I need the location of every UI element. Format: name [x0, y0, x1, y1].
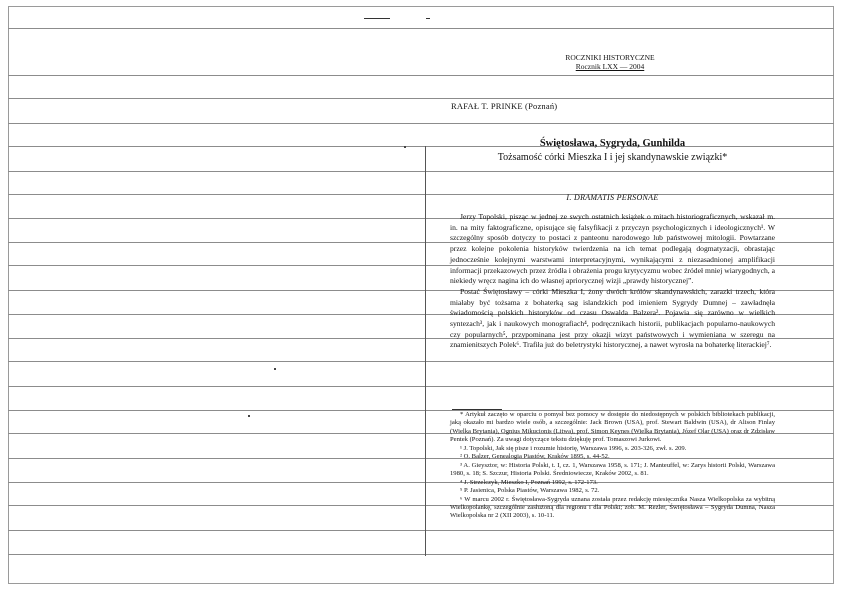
scan-line [8, 98, 834, 99]
footnote: ² O. Balzer, Genealogia Piastów, Kraków 1895, s. 44-52. [460, 453, 610, 461]
footnote: ⁴ J. Strzelczyk, Mieszko I, Poznań 1992, s. 172-173. [460, 478, 598, 486]
article-title: Świętosława, Sygryda, Gunhilda [539, 138, 686, 149]
scan-speck [274, 368, 276, 370]
scan-line [8, 28, 834, 29]
footnote-separator [452, 409, 502, 410]
crop-mark [426, 18, 430, 19]
article-subtitle: Tożsamość córki Mieszka I i jej skandynawskie związki* [497, 152, 728, 163]
footnote: ¹ J. Topolski, Jak się pisze i rozumie historię, Warszawa 1996, s. 203-326, zwł. s. 209. [460, 444, 687, 452]
footnote: ⁵ P. Jasienica, Polska Piastów, Warszawa 1982, s. 72. [460, 487, 600, 495]
body-paragraph: Jerzy Topolski, pisząc w jednej ze swych ostatnich książek o mitach historiograficznych, wskazał m. in. na mity faktograficzne, opisujące się falsyfikacji z przyczyn psychologicznych i ideologicznych¹. W szczególny sposób dotyczy to postaci z panteonu narodowego lub państwowej mitologii. Powtarzane przez kolejne pokolenia historyków twierdzenia na ich temat podlegają dogmatyzacji, obrastając jednocześnie kolejnymi warstwami interpretacyjnymi, wynikającymi z niezasadnionej amplifikacji informacji przekazowych przez źródła i obrażenia progu krytycyzmu wobec źródeł mniej wiarygodnych, a niekiedy wręcz nagina ich do własnej apriorycznej wizji „prawdy historycznej”. [450, 212, 775, 286]
scan-line [8, 171, 834, 172]
journal-volume: Rocznik LXX — 2004 [575, 62, 645, 71]
footnotes [450, 411, 775, 521]
footnote: ⁶ W marcu 2002 r. Świętosława-Sygryda uznana została przez redakcję miesięcznika Nasza Wielkopolska za wybitną Wielkopolankę, szczególnie zasłużoną dla regionu i dla Polski; zob. M. Rezler, Świętosława – Sygryda Dumna, Nasza Wielkopolska nr 2 (XII 2003), s. 10-11. [450, 495, 775, 520]
scan-line [8, 554, 834, 555]
scan-speck [248, 415, 250, 417]
body-paragraph: Postać Świętosławy – córki Mieszka I, żony dwóch królów skandynawskich, zarazki trzech, która miałaby być tożsama z bohaterką sag islandzkich pod imieniem Sygrydy Dumnej – zawładnęła świadomością polskich historyków od czasu Oswalda Balzera². Pojawia się zarówno w wielkich syntezach³, jak i naukowych monografiach⁴, podręcznikach historii, publikacjach popularno-naukowych czy popularnych⁵, przypominana jest przy okazji wizyt państwowych i wymieniana w szeregu na znamienitszych Polek⁶. Trafiła już do beletrystyki historycznej, a nawet wyrosła na bohaterkę literackiej⁷. [450, 286, 775, 350]
crop-mark [364, 18, 390, 19]
article-author: RAFAŁ T. PRINKE (Poznań) [451, 101, 558, 111]
article-body [450, 212, 775, 351]
journal-name: ROCZNIKI HISTORYCZNE [565, 53, 655, 62]
footnote: * Artykuł zaczęto w oparciu o pomysł bez pomocy w dostępie do niedostępnych w polskich bibliotekach publikacji, jaką okazało mi bardzo wiele osób, a szczególnie: Jack Brown (USA), prof. Stewart Baldwin (USA), dr Alison Finlay (Wielka Brytania), Ognius Mikucionis (Litwa), prof. Simon Keynes (Wielka Brytania), Józef Olar (USA) oraz dr Zdzisław Pentek (Poznań). Za uwagi dotyczące tekstu dziękuję prof. Tomaszowi Jurkowi. [450, 411, 775, 444]
journal-header [540, 53, 680, 71]
footnote: ³ A. Gieysztor, w: Historia Polski, t. I, cz. 1, Warszawa 1958, s. 171; J. Manteuffel, w: Zarys historii Polski, Warszawa 1980, s. 18; S. Szczur, Historia Polski. Średniowiecze, Kraków 2002, s. 81. [450, 461, 775, 478]
scan-line [8, 75, 834, 76]
section-heading: I. DRAMATIS PERSONAE [566, 193, 659, 202]
column-gutter-line [425, 146, 426, 556]
scan-line [8, 386, 834, 387]
scan-line [8, 123, 834, 124]
scan-line [8, 361, 834, 362]
scan-line [8, 530, 834, 531]
scan-speck [404, 146, 406, 148]
